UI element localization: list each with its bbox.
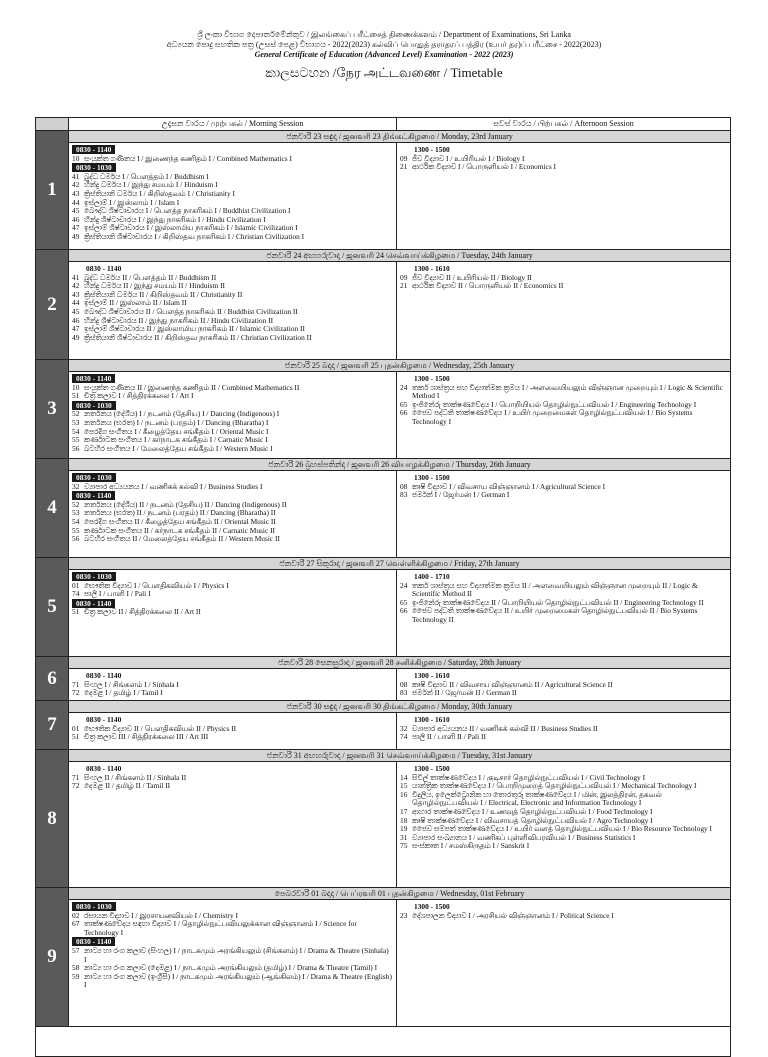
subject-name: ඉංජිනේරු තාක්ෂණවේදය II / பொறியியல் தொழில்நுட்பவியல் II / Engineering Technology II (412, 597, 704, 607)
subject-code: 45 (72, 306, 80, 316)
subject-entry (72, 535, 393, 544)
subject-name: ජෛව සම්පත් තාක්ෂණවේදය I / உயிர் வளத் தொழில்நுட்பவியல் I / Bio Resource Technology I (412, 824, 713, 834)
subject-code: 24 (400, 382, 408, 392)
subject-code: 10 (72, 382, 80, 392)
department-line: ශ්‍රී ලංකා විභාග දෙපාර්තමේන්තුව / இலங்கைப் பரீட்சைத் திணைக்களம் / Department of Examinations, Sri Lanka (197, 30, 571, 39)
subject-entry (72, 973, 393, 990)
subject-name: නර්තනය (දේශීය) I / நடனம் (தேசிய) I / Dancing (Indigenous) I (84, 409, 280, 419)
day-row (36, 701, 730, 750)
session-time: 0830 - 1140 (86, 715, 122, 724)
timetable-grid (35, 117, 731, 1057)
subject-code: 16 (400, 789, 408, 799)
subject-code: 41 (72, 171, 80, 181)
afternoon-session-label: සවස් වාරය / பிற்பகல் / Afternoon Session (493, 119, 634, 128)
subject-entry (72, 590, 393, 599)
subject-entry (72, 733, 393, 742)
subject-name: ඉස්ලාම් I / இஸ்லாம் I / Islam I (84, 197, 180, 207)
subject-code: 09 (400, 272, 408, 282)
subject-name: නර්තනය (භරත) I / நடனம் (பரதம்) I / Dancing (Bharatha) I (84, 417, 269, 427)
subject-name: නර්තනය (භරත) II / நடனம் (பரதம்) II / Dancing (Bharatha) II (84, 508, 276, 518)
afternoon-column (397, 570, 730, 656)
session-time: 0830 - 1140 (72, 491, 115, 500)
morning-session-label: උදෑසන වාරය / முற்பகல் / Morning Session (69, 118, 397, 130)
exam-line-english: General Certificate of Education (Advanced Level) Examination - 2022 (2023) (254, 50, 514, 59)
subject-name: කෘෂි විද්‍යාව II / விவசாய விஞ்ஞானம் II / Agricultural Science II (412, 679, 613, 689)
morning-column (69, 262, 397, 359)
session-time: 0830 - 1140 (72, 937, 115, 946)
subject-name: පාලි II / பாளி II / Pali II (412, 732, 486, 742)
subject-name: ආර්ථික විද්‍යාව I / பொருளியல் I / Economics I (412, 162, 557, 172)
subject-name: ජර්මන් I / ஜேர்மன் I / German I (412, 490, 510, 500)
subject-code: 65 (400, 399, 408, 409)
subject-code: 08 (400, 481, 408, 491)
subject-entry (72, 782, 393, 791)
subject-name: සිංහල I / சிங்களம் I / Sinhala I (84, 679, 179, 689)
day-date-header: ජනවාරි 23 සඳුදා / ஜனவரி 23 திங்கட்கிழமை / Monday, 23rd January (69, 131, 730, 143)
day-number: 3 (36, 360, 69, 458)
subject-entry (400, 912, 727, 921)
subject-code: 54 (72, 516, 80, 526)
subject-name: ක්‍රිස්තියානි ශිෂ්ටාචාරය I / கிறிஸ்தவ நாகரிகம் I / Christian Civilization I (84, 231, 305, 241)
session-time: 0830 - 1030 (72, 163, 116, 172)
subject-code: 23 (400, 910, 408, 920)
subject-entry (400, 733, 727, 742)
day-date-header: ජනවාරි 30 සඳුදා / ஜனவரி 30 திங்கட்கிழமை / Monday, 30th January (69, 701, 730, 713)
subject-name: දෙමළ I / தமிழ் I / Tamil I (84, 688, 163, 698)
subject-code: 56 (72, 443, 80, 453)
session-time: 1300 - 1610 (414, 715, 450, 724)
day-row (36, 750, 730, 888)
subject-entry (72, 689, 393, 698)
subject-name: ක්‍රිස්තියානි ධර්මය I / கிறிஸ்தவம் I / Christianity I (84, 188, 235, 198)
subject-code: 44 (72, 197, 80, 207)
subject-name: නර්තනය (දේශීය) II / நடனம் (தேசிய) II / Dancing (Indigenous) II (84, 499, 287, 509)
day-number: 7 (36, 701, 69, 749)
session-time: 0830 - 1140 (86, 264, 122, 273)
morning-column (69, 372, 397, 458)
subject-name: ව්‍යාපාර අධ්‍යයනය I / வணிகக் கல்வி I / Business Studies I (84, 481, 263, 491)
subject-code: 51 (72, 732, 80, 742)
session-header-row (36, 118, 730, 131)
afternoon-column (397, 900, 730, 1026)
subject-code: 58 (72, 963, 80, 973)
subject-code: 24 (400, 580, 408, 590)
subject-code: 49 (72, 231, 80, 241)
page-title: කාලසටහන /நேர அட்டவணை / Timetable (265, 65, 503, 80)
subject-name: භෞතික විද්‍යාව I / பௌதிகவியல் I / Physics I (84, 580, 229, 590)
subject-name: හින්දු ධර්මය I / இந்து சமயம் I / Hinduism I (84, 180, 218, 190)
morning-column (69, 471, 397, 557)
timetable-page (0, 30, 768, 1054)
subject-entry (72, 920, 393, 937)
subject-name: ජීව විද්‍යාව II / உயிரியல் II / Biology II (412, 272, 532, 282)
subject-code: 21 (400, 281, 408, 291)
subject-name: ඉස්ලාම් ශිෂ්ටාචාරය II / இஸ்லாமிய நாகரிகம் II / Islamic Civilization II (84, 324, 305, 334)
subject-code: 32 (400, 723, 408, 733)
subject-name: පෙරදිග සංගීතය II / கீழைத்தேய சங்கீதம் II / Oriental Music II (84, 516, 276, 526)
subject-name: සංයුක්ත ගණිතය I / இணைந்த கணிதம் I / Combined Mathematics I (84, 153, 292, 163)
subject-code: 72 (72, 688, 80, 698)
subject-name: හින්දු ශිෂ්ටාචාරය II / இந்து நாகரிகம் II / Hindu Civilization II (84, 315, 274, 325)
subject-code: 08 (400, 679, 408, 689)
subject-name: හින්දු ශිෂ්ටාචාරය I / இந்து நாகரிகம் I / Hindu Civilization I (84, 214, 266, 224)
morning-column (69, 713, 397, 749)
subject-entry (400, 384, 727, 401)
subject-name: රසායන විද්‍යාව I / இரசாயனவியல் I / Chemistry I (84, 910, 238, 920)
subject-code: 43 (72, 289, 80, 299)
subject-code: 02 (72, 910, 80, 920)
session-time: 0830 - 1140 (86, 764, 122, 773)
subject-code: 41 (72, 272, 80, 282)
day-row (36, 888, 730, 1027)
subject-name: ආහාර තාක්ෂණවේදය I / உணவுத் தொழில்நுட்பவியல் I / Food Technology I (412, 806, 653, 816)
subject-code: 49 (72, 332, 80, 342)
day-date-header: ජනවාරි 31 අඟහරුවාදා / ஜனவரி 31 செவ்வாய்க்கிழமை / Tuesday, 31st January (69, 750, 730, 762)
day-row (36, 131, 730, 250)
session-time: 0830 - 1140 (86, 671, 122, 680)
subject-entry (400, 163, 727, 172)
day-row (36, 657, 730, 701)
subject-name: ක්‍රිස්තියානි ධර්මය II / கிறிஸ்தவம் II / Christianity II (84, 289, 243, 299)
subject-code: 17 (400, 806, 408, 816)
subject-name: පාලි I / பாளி I / Pali I (84, 589, 151, 599)
subject-code: 44 (72, 298, 80, 308)
subject-name: ඉස්ලාම් ශිෂ්ටාචාරය I / இஸ்லாமிய நாகரிகம் I / Islamic Civilization I (84, 223, 298, 233)
session-time: 1300 - 1610 (414, 671, 450, 680)
subject-code: 51 (72, 391, 80, 401)
subject-name: කර්ණාටක සංගීතය II / கர்நாடக சங்கீதம் II / Carnatic Music II (84, 525, 276, 535)
subject-code: 59 (72, 971, 80, 981)
subject-name: නාට්‍ය හා රංග කලාව (ඉංග්‍රීසි) I / நாடகமும் அரங்கியலும் (ஆங்கிலம்) I / Drama & Theatre (English) I (84, 971, 392, 990)
day-row (36, 459, 730, 558)
subject-name: දේශපාලන විද්‍යාව I / அரசியல் விஞ்ஞானம் I / Political Science I (412, 910, 614, 920)
days-container (36, 131, 730, 1027)
morning-column (69, 762, 397, 887)
subject-code: 65 (400, 597, 408, 607)
day-date-header: ජනවාරි 26 බ්‍රහස්පතින්දා / ஜனவரி 26 வியாழக்கிழமை / Thursday, 26th January (69, 459, 730, 471)
subject-entry (72, 155, 393, 164)
day-date-header: ජනවාරි 25 බදාදා / ஜனவரி 25 புதன்கிழமை / Wednesday, 25th January (69, 360, 730, 372)
document-header (0, 30, 768, 81)
session-time: 1300 - 1500 (414, 902, 450, 911)
subject-entry (72, 233, 393, 242)
subject-name: ජර්මන් II / ஜேர்மன் II / German II (412, 688, 517, 698)
subject-name: චිත්‍ර කලාව II / சித்திரக்கலை II / Art II (84, 607, 201, 617)
subject-name: කෘෂි විද්‍යාව I / விவசாய விஞ்ஞானம் I / Agricultural Science I (412, 481, 606, 491)
day-number: 4 (36, 459, 69, 557)
afternoon-column (397, 143, 730, 249)
subject-code: 19 (400, 824, 408, 834)
afternoon-column (397, 762, 730, 887)
subject-code: 09 (400, 153, 408, 163)
subject-name: චිත්‍ර කලාව I / சித்திரக்கலை I / Art I (84, 391, 194, 401)
afternoon-column (397, 372, 730, 458)
subject-name: යාන්ත්‍රික තාක්ෂණවේදය I / பொறிமுறைத் தொழில்நுட்பவியல் I / Mechanical Technology I (412, 781, 697, 791)
subject-entry (72, 334, 393, 343)
subject-name: සංස්කෘත I / சமஸ்கிருதம் I / Sanskrit I (412, 841, 530, 851)
session-time: 1300 - 1500 (414, 473, 450, 482)
afternoon-column (397, 262, 730, 359)
subject-entry (400, 607, 727, 624)
subject-code: 66 (400, 408, 408, 418)
subject-code: 47 (72, 223, 80, 233)
session-time: 1300 - 1500 (414, 374, 450, 383)
day-number: 5 (36, 558, 69, 656)
subject-code: 43 (72, 188, 80, 198)
subject-name: ආර්ථික විද්‍යාව II / பொருளியல் II / Economics II (412, 281, 564, 291)
subject-name: බුද්ධ ධර්මය II / பௌத்தம் II / Buddhism II (84, 272, 217, 282)
subject-code: 15 (400, 781, 408, 791)
subject-code: 74 (400, 732, 408, 742)
subject-name: ජෛව පද්ධති තාක්ෂණවේදය II / உயிர் முறைமைகள் தொழில்நுட்பவியல் II / Bio Systems Technology II (412, 606, 698, 624)
subject-name: සිංහල II / சிங்களம் II / Sinhala II (84, 772, 187, 782)
subject-name: තර්ක ශාස්ත්‍රය සහ විද්‍යාත්මක ක්‍රමය I / அளவையியலும் விஞ்ஞான முறையும் I / Logic & Scientific Method I (412, 382, 724, 401)
subject-entry (72, 392, 393, 401)
session-time: 0830 - 1140 (72, 599, 115, 608)
subject-entry (400, 689, 727, 698)
afternoon-column (397, 713, 730, 749)
morning-column (69, 143, 397, 249)
subject-code: 01 (72, 580, 80, 590)
subject-name: දෙමළ II / தமிழ் II / Tamil II (84, 781, 171, 791)
subject-code: 52 (72, 409, 80, 419)
subject-code: 83 (400, 490, 408, 500)
subject-code: 01 (72, 723, 80, 733)
day-date-header: පෙබරවාරි 01 බදාදා / பெப்ரவரி 01 புதன்கிழமை / Wednesday, 01st February (69, 888, 730, 900)
subject-name: විදුලිය, ඉලෙක්ට්‍රොනික හා තොරතුරු තාක්ෂණවේදය I / மின், இலத்திரன், தகவல் தொழில்நுட்பவியல் I / Electrical, Electronic and Information Technology I (412, 789, 662, 808)
subject-name: පෙරදිග සංගීතය I / கீழைத்தேய சங்கீதம் I / Oriental Music I (84, 426, 269, 436)
subject-code: 52 (72, 499, 80, 509)
day-number: 9 (36, 888, 69, 1026)
subject-code: 55 (72, 435, 80, 445)
subject-code: 53 (72, 417, 80, 427)
subject-name: ව්‍යාපාර අධ්‍යයනය II / வணிகக் கல்வி II / Business Studies II (412, 723, 598, 733)
subject-name: හින්දු ධර්මය II / இந்து சமயம் II / Hinduism II (84, 281, 225, 291)
exam-line-sinhala-tamil: අධ්‍යයන පොදු සහතික පත්‍ර (උසස් පෙළ) විභාගය - 2022(2023) கல்விப் பொதுத் தராதரப் பத்திர (உயர் தர)ப் பரீட்சை - 2022(2023) (166, 40, 602, 49)
subject-entry (400, 791, 727, 808)
subject-name: ක්‍රිස්තියානි ශිෂ්ටාචාරය II / கிறிஸ்தவ நாகரிகம் II / Christian Civilization II (84, 332, 312, 342)
subject-code: 72 (72, 781, 80, 791)
subject-code: 10 (72, 153, 80, 163)
subject-name: බෞද්ධ ශිෂ්ටාචාරය II / பௌத்த நாகரிகம் II / Buddhist Civilization II (84, 306, 298, 316)
subject-code: 45 (72, 206, 80, 216)
subject-code: 32 (72, 481, 80, 491)
subject-entry (72, 608, 393, 617)
session-time: 0830 - 1140 (72, 374, 115, 383)
subject-entry (72, 483, 393, 492)
subject-name: චිත්‍ර කලාව III / சித்திரக்கலை III / Art III (84, 732, 209, 742)
subject-code: 83 (400, 688, 408, 698)
subject-code: 46 (72, 214, 80, 224)
day-row (36, 360, 730, 459)
day-date-header: ජනවාරි 27 සිකුරාදා / ஜனவரி 27 வெள்ளிக்கிழமை / Friday, 27th January (69, 558, 730, 570)
subject-code: 54 (72, 426, 80, 436)
subject-entry (400, 582, 727, 599)
subject-name: භෞතික විද්‍යාව II / பௌதிகவியல் II / Physics II (84, 723, 237, 733)
session-time: 1300 - 1610 (414, 264, 450, 273)
afternoon-column (397, 669, 730, 700)
subject-code: 71 (72, 772, 80, 782)
session-time: 0830 - 1030 (72, 401, 116, 410)
subject-name: බටහිර සංගීතය I / மேலைத்தேய சங்கீதம் I / Western Music I (84, 443, 273, 453)
session-time: 0830 - 1030 (72, 902, 116, 911)
afternoon-column (397, 471, 730, 557)
day-row (36, 250, 730, 360)
subject-code: 51 (72, 607, 80, 617)
subject-name: ඉස්ලාම් II / இஸ்லாம் II / Islam II (84, 298, 187, 308)
subject-name: බටහිර සංගීතය II / மேலைத்தேய சங்கீதம் II / Western Music II (84, 534, 280, 544)
subject-name: සංයුක්ත ගණිතය II / இணைந்த கணிதம் II / Combined Mathematics II (84, 382, 300, 392)
subject-code: 47 (72, 324, 80, 334)
subject-entry (400, 409, 727, 426)
day-number: 8 (36, 750, 69, 887)
subject-name: ව්‍යාපාර සංඛ්‍යානය I / வணிகப் புள்ளிவிபரவியல் I / Business Statistics I (412, 832, 636, 842)
subject-entry (400, 491, 727, 500)
subject-code: 14 (400, 772, 408, 782)
subject-name: බෞද්ධ ශිෂ්ටාචාරය I / பௌத்த நாகரிகம் I / Buddhist Civilization I (84, 206, 291, 216)
session-time: 0830 - 1030 (72, 572, 116, 581)
subject-name: තාක්ෂණවේදය සඳහා විද්‍යාව I / தொழில்நுட்பவியலுக்கான விஞ்ஞானம் I / Science for Technology I (84, 919, 357, 937)
subject-name: නාට්‍ය හා රංග කලාව (සිංහල) I / நாடகமும் அரங்கியலும் (சிங்களம்) I / Drama & Theatre (Sinhala) I (84, 945, 389, 964)
subject-code: 18 (400, 815, 408, 825)
day-row (36, 558, 730, 657)
subject-code: 57 (72, 945, 80, 955)
subject-code: 67 (72, 919, 80, 929)
subject-name: ඉංජිනේරු තාක්ෂණවේදය I / பொறியியல் தொழில்நுட்பவியல் I / Engineering Technology I (412, 399, 697, 409)
subject-name: තර්ක ශාස්ත්‍රය සහ විද්‍යාත්මක ක්‍රමය II / அளவையியலும் விஞ்ஞான முறையும் II / Logic & Scientific Method II (412, 580, 698, 599)
subject-code: 56 (72, 534, 80, 544)
day-date-header: ජනවාරි 28 සෙනසුරාදා / ஜனவரி 28 சனிக்கிழமை / Saturday, 28th January (69, 657, 730, 669)
subject-code: 71 (72, 679, 80, 689)
subject-code: 42 (72, 281, 80, 291)
subject-code: 75 (400, 841, 408, 851)
day-number: 1 (36, 131, 69, 249)
subject-code: 55 (72, 525, 80, 535)
subject-code: 31 (400, 832, 408, 842)
subject-name: කර්ණාටක සංගීතය I / கர்நாடக சங்கீதம் I / Carnatic Music I (84, 435, 268, 445)
day-number: 6 (36, 657, 69, 700)
subject-entry (400, 842, 727, 851)
session-time: 0830 - 1140 (72, 145, 115, 154)
subject-name: ජීව විද්‍යාව I / உயிரியல் I / Biology I (412, 153, 525, 163)
subject-code: 21 (400, 162, 408, 172)
subject-name: ජෛව පද්ධති තාක්ෂණවේදය I / உயிர் முறைமைகள் தொழில்நுட்பவியல் I / Bio Systems Technology I (412, 408, 693, 426)
subject-entry (72, 445, 393, 454)
morning-column (69, 570, 397, 656)
subject-entry (72, 947, 393, 964)
morning-column (69, 900, 397, 1026)
morning-column (69, 669, 397, 700)
subject-name: නාට්‍ය හා රංග කලාව (දෙමළ) I / நாடகமும் அரங்கியலும் (தமிழ்) I / Drama & Theatre (Tamil) I (84, 963, 378, 973)
session-time: 1400 - 1710 (414, 572, 450, 581)
day-number: 2 (36, 250, 69, 359)
subject-code: 53 (72, 508, 80, 518)
subject-name: සිවිල් තාක්ෂණවේදය I / குடிசார் தொழில்நுட்பவியல் I / Civil Technology I (412, 772, 646, 782)
session-time: 0830 - 1030 (72, 473, 116, 482)
subject-code: 42 (72, 180, 80, 190)
session-time: 1300 - 1500 (414, 145, 450, 154)
subject-name: බුද්ධ ධර්මය I / பௌத்தம் I / Buddhism I (84, 171, 209, 181)
subject-code: 74 (72, 589, 80, 599)
subject-entry (400, 282, 727, 291)
day-date-header: ජනවාරි 24 අඟහරුවාදා / ஜனவரி 24 செவ்வாய்க்கிழமை / Tuesday, 24th January (69, 250, 730, 262)
subject-code: 66 (400, 606, 408, 616)
session-time: 1300 - 1500 (414, 764, 450, 773)
subject-code: 46 (72, 315, 80, 325)
subject-name: කෘෂි තාක්ෂණවේදය I / விவசாயத் தொழில்நுட்பவியல் I / Agro Technology I (412, 815, 653, 825)
